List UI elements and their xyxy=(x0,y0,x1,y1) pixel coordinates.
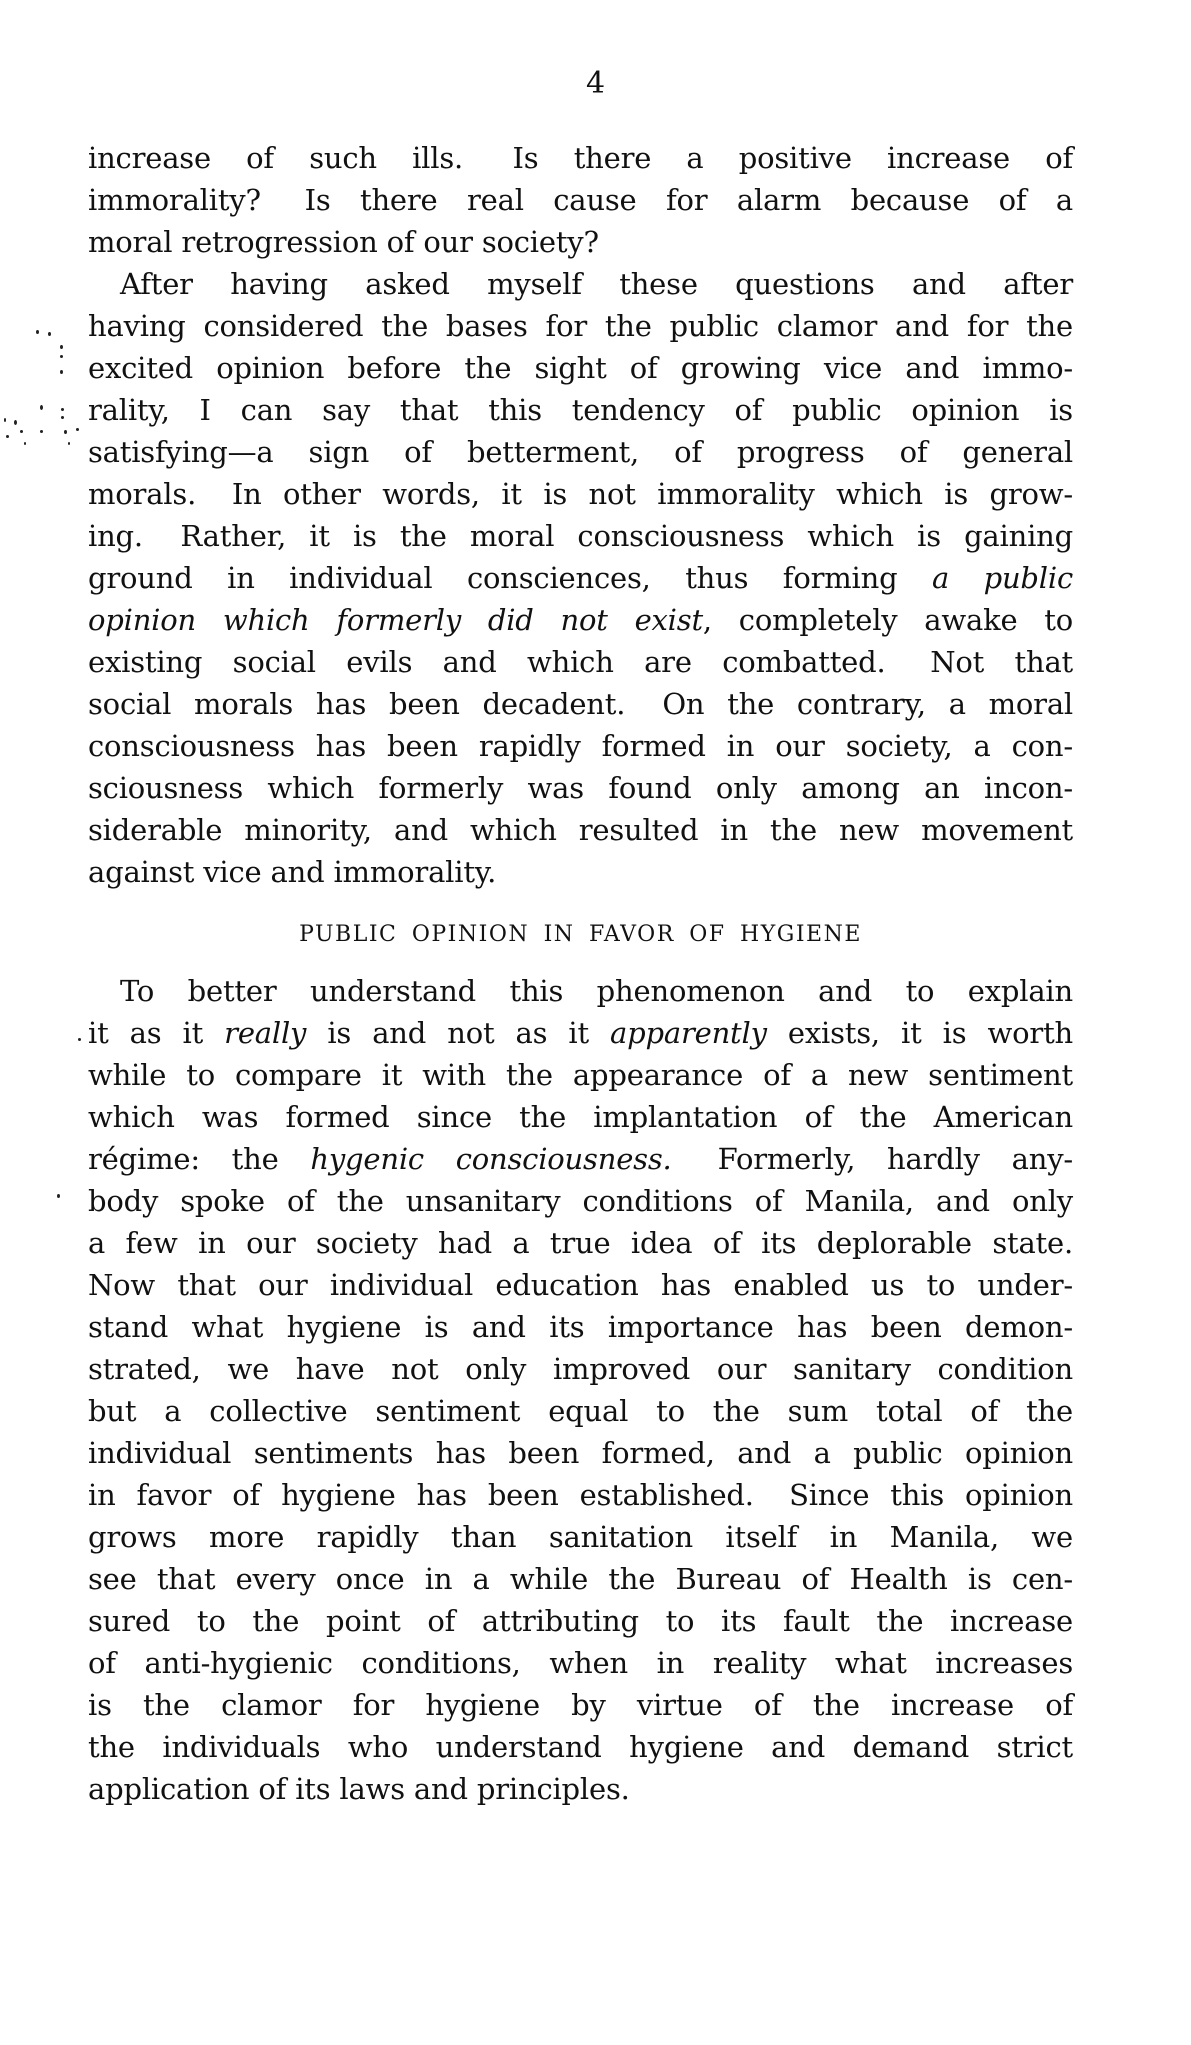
text-run: To better understand this phenomenon and to explain xyxy=(120,974,1073,1008)
text-run: excited opinion before the sight of growing vice and immo- xyxy=(88,351,1073,385)
text-run: ing. Rather, it is the moral consciousness which is gaining xyxy=(88,519,1073,553)
text-line xyxy=(88,221,1073,263)
italic-text: hygenic consciousness. xyxy=(310,1142,672,1176)
italic-text: a public xyxy=(931,561,1073,595)
text-run: existing social evils and which are combatted. Not that xyxy=(88,645,1073,679)
text-run: the individuals who understand hygiene and demand strict xyxy=(88,1730,1073,1764)
text-line xyxy=(88,389,1073,431)
text-run: see that every once in a while the Bureau of Health is cen- xyxy=(88,1562,1073,1596)
text-line xyxy=(88,1348,1073,1390)
italic-text: really xyxy=(224,1016,307,1050)
scan-speck xyxy=(60,370,63,374)
text-run: individual sentiments has been formed, and a public opinion xyxy=(88,1436,1073,1470)
scan-speck xyxy=(20,430,23,433)
scan-speck xyxy=(57,1194,60,1198)
text-run: satisfying—a sign of betterment, of progress of general xyxy=(88,435,1073,469)
text-line xyxy=(88,1264,1073,1306)
text-run: social morals has been decadent. On the contrary, a moral xyxy=(88,687,1073,721)
text-run: grows more rapidly than sanitation itself in Manila, we xyxy=(88,1520,1073,1554)
text-line xyxy=(88,1180,1073,1222)
text-line xyxy=(88,1096,1073,1138)
text-run: immorality? Is there real cause for alarm because of a xyxy=(88,183,1073,217)
text-run: is the clamor for hygiene by virtue of the increase of xyxy=(88,1688,1073,1722)
text-line xyxy=(88,557,1073,599)
italic-text: apparently xyxy=(610,1016,767,1050)
text-line xyxy=(88,431,1073,473)
text-line xyxy=(88,1432,1073,1474)
text-run: sciousness which formerly was found only among an incon- xyxy=(88,771,1073,805)
text-line xyxy=(88,473,1073,515)
text-line xyxy=(88,1642,1073,1684)
text-run: régime: the xyxy=(88,1142,311,1176)
scan-speck xyxy=(60,355,63,358)
text-run: a few in our society had a true idea of its deplorable state. xyxy=(88,1226,1073,1260)
scan-speck xyxy=(48,332,51,336)
text-run: strated, we have not only improved our sanitary condition xyxy=(88,1352,1073,1386)
text-run: body spoke of the unsanitary conditions of Manila, and only xyxy=(88,1184,1073,1218)
text-run: it as it xyxy=(88,1016,225,1050)
text-run: sured to the point of attributing to its fault the increase xyxy=(88,1604,1073,1638)
text-line xyxy=(88,599,1073,641)
text-line xyxy=(88,809,1073,851)
text-run: stand what hygiene is and its importance has been demon- xyxy=(88,1310,1073,1344)
text-line xyxy=(88,851,1073,893)
page-number: 4 xyxy=(585,66,606,101)
text-run: , completely awake to xyxy=(702,603,1074,637)
text-line xyxy=(88,1726,1073,1768)
text-line xyxy=(88,179,1073,221)
text-run: exists, it is worth xyxy=(766,1016,1073,1050)
text-line xyxy=(88,1054,1073,1096)
text-run: but a collective sentiment equal to the sum total of the xyxy=(88,1394,1073,1428)
scan-speck xyxy=(40,430,43,433)
text-run: After having asked myself these questions and after xyxy=(120,267,1073,301)
text-run: consciousness has been rapidly formed in our society, a con- xyxy=(88,729,1073,763)
scan-speck xyxy=(76,428,79,431)
text-line xyxy=(120,263,1073,305)
scan-speck xyxy=(78,1038,81,1041)
scan-speck xyxy=(68,442,70,445)
text-run: while to compare it with the appearance of a new sentiment xyxy=(88,1058,1073,1092)
text-line xyxy=(88,1600,1073,1642)
text-line xyxy=(88,515,1073,557)
text-line xyxy=(88,137,1073,179)
scan-speck xyxy=(64,430,67,434)
text-line xyxy=(88,1558,1073,1600)
text-run: increase of such ills. Is there a positive increase of xyxy=(88,141,1073,175)
scan-speck xyxy=(61,416,64,419)
text-line xyxy=(88,641,1073,683)
text-run: Now that our individual education has enabled us to under- xyxy=(88,1268,1073,1302)
text-run: against vice and immorality. xyxy=(88,855,497,889)
scan-speck xyxy=(4,418,6,422)
text-line xyxy=(88,1768,1073,1810)
text-line xyxy=(88,1474,1073,1516)
text-line xyxy=(120,970,1073,1012)
text-line xyxy=(88,1222,1073,1264)
text-run: Formerly, hardly any- xyxy=(671,1142,1073,1176)
scan-speck xyxy=(40,405,43,410)
section-heading: PUBLIC OPINION IN FAVOR OF HYGIENE xyxy=(299,922,862,947)
text-line xyxy=(88,305,1073,347)
text-run: having considered the bases for the public clamor and for the xyxy=(88,309,1073,343)
text-line xyxy=(88,767,1073,809)
text-run: of anti-hygienic conditions, when in reality what increases xyxy=(88,1646,1073,1680)
text-run: morals. In other words, it is not immorality which is grow- xyxy=(88,477,1073,511)
text-run: which was formed since the implantation of the American xyxy=(88,1100,1073,1134)
italic-text: opinion which formerly did not exist xyxy=(88,603,703,637)
text-run: rality, I can say that this tendency of public opinion is xyxy=(88,393,1073,427)
text-run: moral retrogression of our society? xyxy=(88,225,599,259)
text-line xyxy=(88,683,1073,725)
text-run: siderable minority, and which resulted in the new movement xyxy=(88,813,1073,847)
text-run: is and not as it xyxy=(306,1016,611,1050)
text-line xyxy=(88,347,1073,389)
text-line xyxy=(88,1306,1073,1348)
text-line xyxy=(88,725,1073,767)
text-line xyxy=(88,1684,1073,1726)
text-line xyxy=(88,1012,1073,1054)
text-line xyxy=(88,1516,1073,1558)
scan-speck xyxy=(61,408,64,411)
scan-speck xyxy=(60,345,63,349)
text-line xyxy=(88,1390,1073,1432)
text-run: ground in individual consciences, thus forming xyxy=(88,561,932,595)
text-run: in favor of hygiene has been established. Since this opinion xyxy=(88,1478,1073,1512)
text-run: application of its laws and principles. xyxy=(88,1772,630,1806)
text-line xyxy=(88,1138,1073,1180)
scan-speck xyxy=(6,435,9,438)
scan-speck xyxy=(24,442,26,445)
scan-speck xyxy=(14,420,17,425)
scan-speck xyxy=(36,330,39,334)
